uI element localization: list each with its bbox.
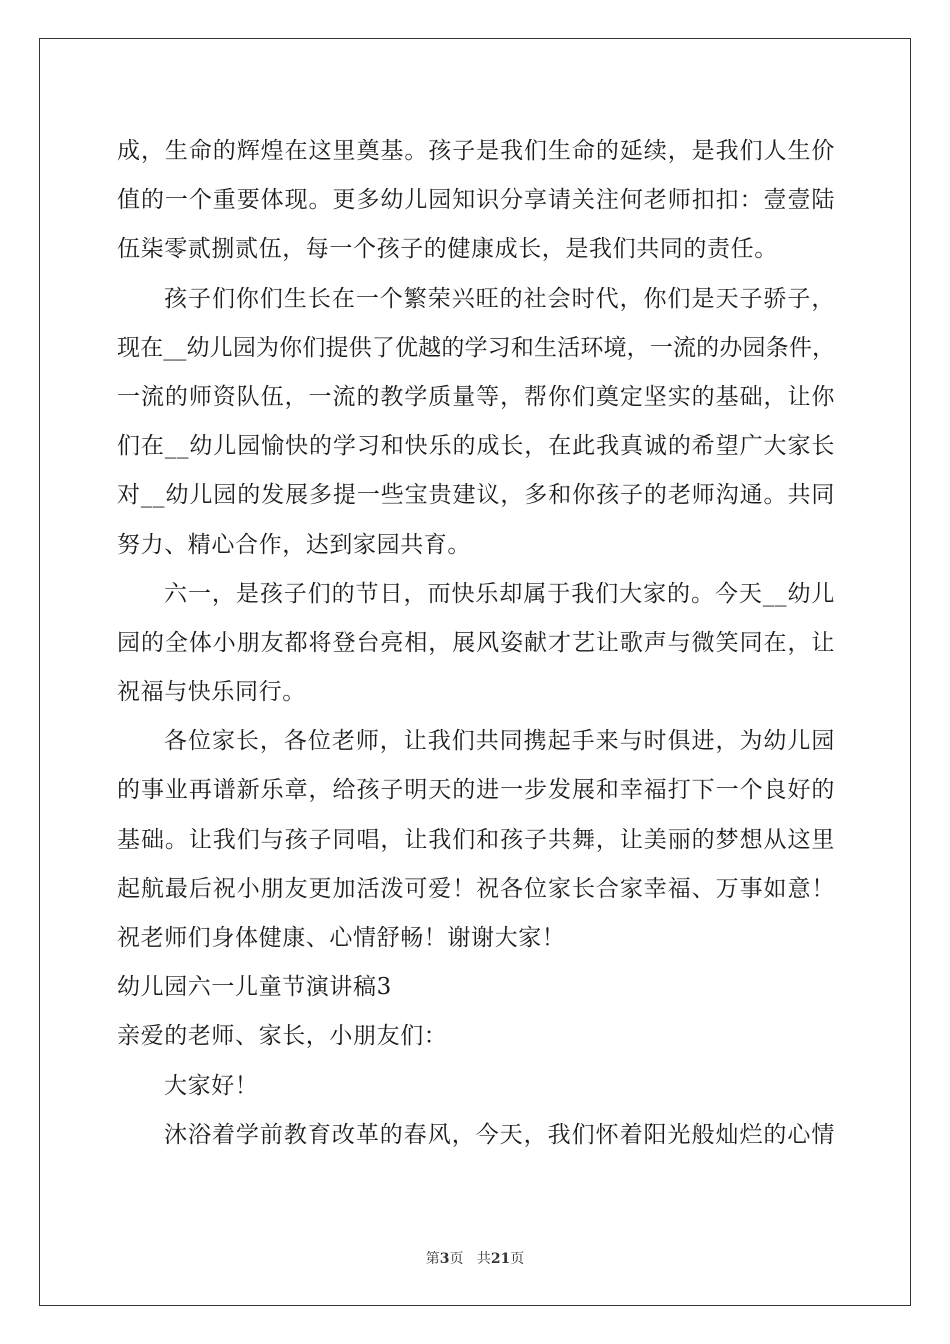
footer-prefix: 第 [425,1251,440,1267]
text-line: 孩子们你们生长在一个繁荣兴旺的社会时代，你们是天子骄子， [164,285,835,312]
text-line: 起航最后祝小朋友更加活泼可爱！祝各位家长合家幸福、万事如意！ [117,875,835,902]
text-line: 伍柒零贰捌贰伍，每一个孩子的健康成长，是我们共同的责任。 [117,236,778,263]
text-line: 基础。让我们与孩子同唱，让我们和孩子共舞，让美丽的梦想从这里 [117,826,835,853]
footer-page-number: 3 [439,1251,450,1267]
footer-gap [463,1251,476,1267]
text-line: 六一，是孩子们的节日，而快乐却属于我们大家的。今天__幼儿 [164,580,835,607]
text-line: 沐浴着学前教育改革的春风，今天，我们怀着阳光般灿烂的心情 [164,1121,835,1148]
text-line: 各位家长，各位老师，让我们共同携起手来与时俱进，为幼儿园 [164,728,835,755]
footer-total-prefix: 共 [476,1251,491,1267]
text-line: 努力、精心合作，达到家园共育。 [117,531,471,558]
text-line: 值的一个重要体现。更多幼儿园知识分享请关注何老师扣扣：壹壹陆 [117,187,835,214]
text-line: 成，生命的辉煌在这里奠基。孩子是我们生命的延续，是我们人生价 [117,138,835,164]
page-footer [0,1248,950,1268]
footer-total-pages: 21 [490,1251,511,1267]
salutation: 亲爱的老师、家长，小朋友们： [117,1023,448,1050]
text-line: 一流的师资队伍，一流的教学质量等，帮你们奠定坚实的基础，让你 [117,383,835,410]
text-line: 的事业再谱新乐章，给孩子明天的进一步发展和幸福打下一个良好的 [117,777,835,804]
text-line: 们在__幼儿园愉快的学习和快乐的成长，在此我真诚的希望广大家长 [117,433,835,460]
text-line: 祝老师们身体健康、心情舒畅！谢谢大家！ [117,925,566,951]
greeting: 大家好！ [164,1072,259,1099]
section-title: 幼儿园六一儿童节演讲稿3 [117,974,392,1001]
text-line: 现在__幼儿园为你们提供了优越的学习和生活环境，一流的办园条件， [117,334,835,361]
text-line: 祝福与快乐同行。 [117,679,306,706]
text-line: 对__幼儿园的发展多提一些宝贵建议，多和你孩子的老师沟通。共同 [117,482,835,509]
document-body [117,127,835,1160]
footer-page-suffix: 页 [449,1251,464,1267]
footer-total-suffix: 页 [510,1251,525,1267]
text-line: 园的全体小朋友都将登台亮相，展风姿献才艺让歌声与微笑同在，让 [117,629,835,656]
